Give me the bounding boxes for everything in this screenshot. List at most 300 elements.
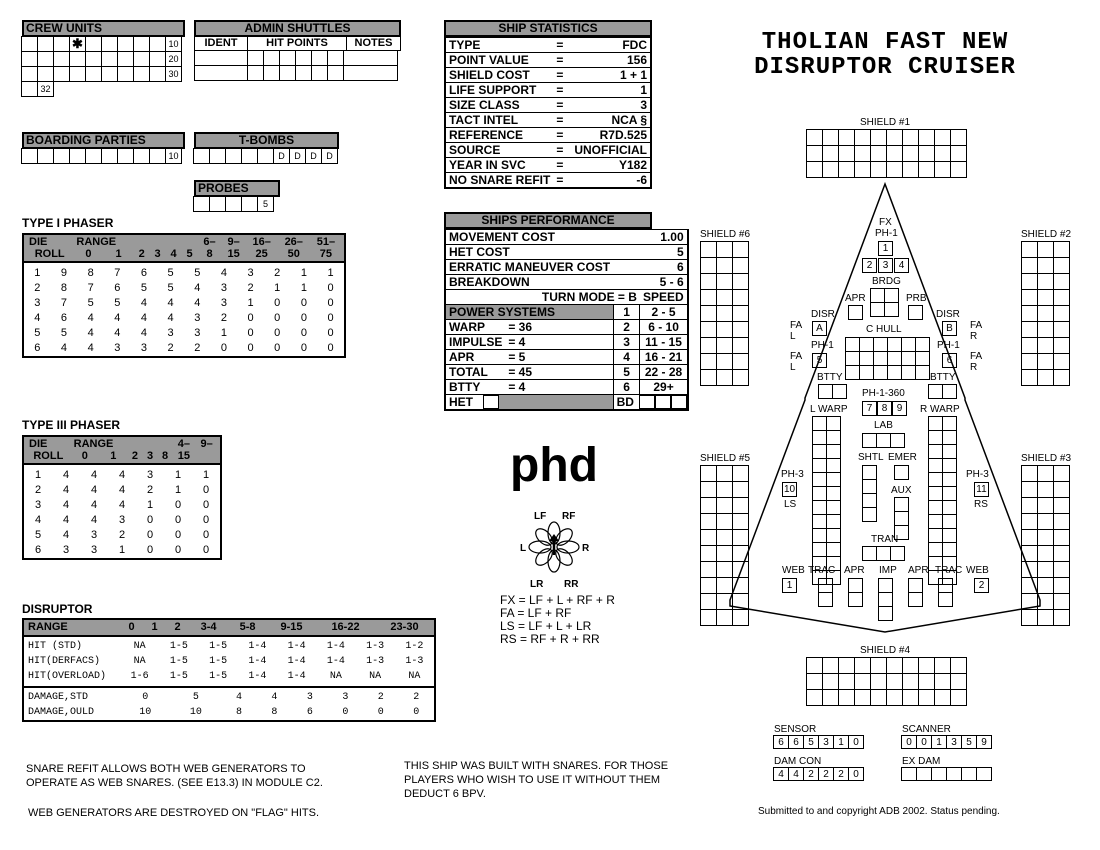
right-warp-box[interactable] [942, 444, 957, 459]
shield-1-box[interactable] [822, 161, 839, 178]
shield-1-box[interactable] [806, 129, 823, 146]
shield-4-box[interactable] [838, 689, 855, 706]
shield-4-box[interactable] [902, 657, 919, 674]
shield-4-box[interactable] [822, 673, 839, 690]
right-warp-box[interactable] [928, 486, 943, 501]
right-warp-box[interactable] [928, 444, 943, 459]
shield-4-box[interactable] [950, 689, 967, 706]
shield-1-box[interactable] [838, 161, 855, 178]
shield-2-box[interactable] [1021, 305, 1038, 322]
boarding-party-box[interactable] [117, 148, 134, 164]
crew-unit-box[interactable] [21, 51, 38, 67]
crew-unit-box[interactable] [133, 66, 150, 82]
shield-1-box[interactable] [838, 129, 855, 146]
tractor-left-box[interactable] [818, 592, 833, 607]
phaser-2-box[interactable]: 2 [862, 258, 877, 273]
shield-4-box[interactable] [950, 673, 967, 690]
tbomb-box[interactable] [209, 148, 226, 164]
shield-3-box[interactable] [1037, 465, 1054, 482]
shield-5-box[interactable] [700, 593, 717, 610]
shield-6-box[interactable] [732, 257, 749, 274]
shield-4-box[interactable] [806, 689, 823, 706]
shield-4-box[interactable] [918, 689, 935, 706]
crew-unit-box[interactable] [149, 66, 166, 82]
shield-3-box[interactable] [1053, 497, 1070, 514]
tbomb-box[interactable] [241, 148, 258, 164]
apr-left-box[interactable] [848, 578, 863, 593]
shuttle-ident[interactable] [194, 65, 248, 81]
left-warp-box[interactable] [826, 486, 841, 501]
center-hull-box[interactable] [845, 337, 860, 352]
disruptor-a-box[interactable]: A [812, 321, 827, 336]
shuttle-hp-box[interactable] [263, 65, 280, 81]
shuttle-ident[interactable] [194, 50, 248, 66]
center-hull-box[interactable] [873, 337, 888, 352]
center-hull-box[interactable] [859, 365, 874, 380]
shield-4-box[interactable] [950, 657, 967, 674]
shield-5-box[interactable] [732, 577, 749, 594]
left-warp-box[interactable] [812, 556, 827, 571]
shield-1-box[interactable] [806, 161, 823, 178]
exdam-box[interactable] [961, 767, 977, 781]
shield-1-box[interactable] [854, 129, 871, 146]
exdam-box[interactable] [946, 767, 962, 781]
phaser-6-box[interactable]: 6 [942, 353, 957, 368]
sensor-box[interactable]: 3 [818, 735, 834, 749]
right-warp-box[interactable] [928, 430, 943, 445]
shuttle-bay-box[interactable] [862, 493, 877, 508]
shield-1-box[interactable] [918, 161, 935, 178]
tbomb-box[interactable]: D [305, 148, 322, 164]
left-warp-box[interactable] [826, 444, 841, 459]
shield-3-box[interactable] [1021, 561, 1038, 578]
shield-3-box[interactable] [1037, 609, 1054, 626]
shield-5-box[interactable] [732, 481, 749, 498]
right-warp-box[interactable] [928, 472, 943, 487]
left-warp-box[interactable] [826, 514, 841, 529]
shield-2-box[interactable] [1053, 305, 1070, 322]
damcon-box[interactable]: 4 [773, 767, 789, 781]
bridge-box[interactable] [884, 288, 899, 303]
shield-3-box[interactable] [1037, 577, 1054, 594]
shield-4-box[interactable] [902, 689, 919, 706]
shield-1-box[interactable] [934, 129, 951, 146]
shield-2-box[interactable] [1053, 273, 1070, 290]
shield-4-box[interactable] [918, 657, 935, 674]
web-1-box[interactable]: 1 [782, 578, 797, 593]
left-warp-box[interactable] [812, 444, 827, 459]
shield-2-box[interactable] [1021, 369, 1038, 386]
shield-3-box[interactable] [1037, 593, 1054, 610]
left-warp-box[interactable] [826, 416, 841, 431]
scanner-box[interactable]: 5 [961, 735, 977, 749]
left-warp-box[interactable] [812, 528, 827, 543]
scanner-box[interactable]: 1 [931, 735, 947, 749]
shield-3-box[interactable] [1053, 561, 1070, 578]
shield-1-box[interactable] [950, 145, 967, 162]
shield-2-box[interactable] [1037, 353, 1054, 370]
damcon-box[interactable]: 0 [848, 767, 864, 781]
probe-box[interactable] [241, 196, 258, 212]
shield-1-box[interactable] [886, 145, 903, 162]
crew-unit-box[interactable] [21, 36, 38, 52]
shield-5-box[interactable] [716, 577, 733, 594]
right-warp-box[interactable] [942, 528, 957, 543]
apr-left-box[interactable] [848, 592, 863, 607]
center-hull-box[interactable] [901, 337, 916, 352]
battery-left-box-2[interactable] [832, 384, 847, 399]
shield-5-box[interactable] [700, 545, 717, 562]
crew-unit-box[interactable] [53, 66, 70, 82]
shield-5-box[interactable] [716, 481, 733, 498]
probe-box[interactable] [908, 305, 923, 320]
tractor-left-box[interactable] [818, 578, 833, 593]
right-warp-box[interactable] [928, 458, 943, 473]
shield-6-box[interactable] [716, 273, 733, 290]
shield-5-box[interactable] [732, 561, 749, 578]
shield-6-box[interactable] [732, 369, 749, 386]
shield-6-box[interactable] [716, 257, 733, 274]
shield-1-box[interactable] [902, 129, 919, 146]
shield-5-box[interactable] [716, 513, 733, 530]
transporter-box[interactable] [876, 546, 891, 561]
left-warp-box[interactable] [826, 458, 841, 473]
phaser-11-box[interactable]: 11 [974, 482, 989, 497]
tbomb-box[interactable] [225, 148, 242, 164]
shield-6-box[interactable] [716, 321, 733, 338]
tbomb-box[interactable] [193, 148, 210, 164]
shield-5-box[interactable] [732, 497, 749, 514]
shield-5-box[interactable] [716, 561, 733, 578]
shield-6-box[interactable] [732, 289, 749, 306]
lab-box[interactable] [876, 433, 891, 448]
shield-6-box[interactable] [700, 353, 717, 370]
shield-6-box[interactable] [732, 241, 749, 258]
battery-left-box-1[interactable] [818, 384, 833, 399]
shield-5-box[interactable] [716, 529, 733, 546]
left-warp-box[interactable] [812, 416, 827, 431]
shield-3-box[interactable] [1053, 609, 1070, 626]
shield-1-box[interactable] [870, 129, 887, 146]
shield-5-box[interactable] [732, 545, 749, 562]
emergency-box[interactable] [894, 465, 909, 480]
shield-2-box[interactable] [1037, 257, 1054, 274]
shield-2-box[interactable] [1037, 337, 1054, 354]
shield-6-box[interactable] [700, 289, 717, 306]
boarding-party-box[interactable] [53, 148, 70, 164]
shield-6-box[interactable] [732, 321, 749, 338]
right-warp-box[interactable] [928, 514, 943, 529]
right-warp-box[interactable] [942, 556, 957, 571]
shield-5-box[interactable] [700, 561, 717, 578]
shield-5-box[interactable] [716, 609, 733, 626]
shield-6-box[interactable] [732, 273, 749, 290]
crew-unit-box[interactable] [85, 66, 102, 82]
left-warp-box[interactable] [812, 514, 827, 529]
left-warp-box[interactable] [826, 556, 841, 571]
shield-1-box[interactable] [902, 161, 919, 178]
shield-4-box[interactable] [870, 689, 887, 706]
shield-2-box[interactable] [1053, 289, 1070, 306]
bd-box[interactable] [655, 395, 671, 409]
shield-4-box[interactable] [854, 689, 871, 706]
shield-3-box[interactable] [1021, 481, 1038, 498]
crew-unit-box[interactable] [21, 66, 38, 82]
shield-6-box[interactable] [700, 369, 717, 386]
crew-unit-box[interactable]: 32 [37, 81, 54, 97]
crew-unit-box[interactable] [69, 66, 86, 82]
shield-2-box[interactable] [1021, 241, 1038, 258]
center-hull-box[interactable] [873, 365, 888, 380]
shield-1-box[interactable] [950, 129, 967, 146]
center-hull-box[interactable] [915, 351, 930, 366]
center-hull-box[interactable] [873, 351, 888, 366]
shield-6-box[interactable] [700, 257, 717, 274]
shield-4-box[interactable] [838, 657, 855, 674]
shield-1-box[interactable] [854, 161, 871, 178]
left-warp-box[interactable] [812, 500, 827, 515]
shield-6-box[interactable] [732, 305, 749, 322]
shield-1-box[interactable] [806, 145, 823, 162]
shield-2-box[interactable] [1021, 353, 1038, 370]
lab-box[interactable] [862, 433, 877, 448]
tractor-right-box[interactable] [938, 592, 953, 607]
center-hull-box[interactable] [887, 351, 902, 366]
shield-1-box[interactable] [822, 145, 839, 162]
shield-6-box[interactable] [732, 337, 749, 354]
shield-3-box[interactable] [1053, 577, 1070, 594]
shield-3-box[interactable] [1053, 529, 1070, 546]
crew-unit-box[interactable] [133, 36, 150, 52]
right-warp-box[interactable] [928, 528, 943, 543]
phaser-4-box[interactable]: 4 [894, 258, 909, 273]
center-hull-box[interactable] [887, 365, 902, 380]
shield-5-box[interactable] [716, 593, 733, 610]
right-warp-box[interactable] [942, 514, 957, 529]
disruptor-b-box[interactable]: B [942, 321, 957, 336]
impulse-box[interactable] [878, 606, 893, 621]
exdam-box[interactable] [976, 767, 992, 781]
shield-1-box[interactable] [870, 145, 887, 162]
shuttle-hp-box[interactable] [311, 50, 328, 66]
shield-6-box[interactable] [732, 353, 749, 370]
shield-5-box[interactable] [700, 529, 717, 546]
crew-unit-box[interactable] [53, 51, 70, 67]
shuttle-hp-box[interactable] [327, 50, 344, 66]
probe-box[interactable]: 5 [257, 196, 274, 212]
shield-3-box[interactable] [1053, 593, 1070, 610]
crew-unit-box[interactable]: 20 [165, 51, 182, 67]
phaser-1-box[interactable]: 1 [878, 241, 893, 256]
shield-5-box[interactable] [700, 609, 717, 626]
impulse-box[interactable] [878, 578, 893, 593]
bridge-box[interactable] [870, 302, 885, 317]
shield-3-box[interactable] [1021, 529, 1038, 546]
shuttle-bay-box[interactable] [862, 465, 877, 480]
shield-4-box[interactable] [822, 689, 839, 706]
shield-5-box[interactable] [700, 465, 717, 482]
bridge-box[interactable] [870, 288, 885, 303]
shield-6-box[interactable] [700, 305, 717, 322]
center-hull-box[interactable] [845, 351, 860, 366]
shield-2-box[interactable] [1037, 321, 1054, 338]
tbomb-box[interactable]: D [289, 148, 306, 164]
boarding-party-box[interactable]: 10 [165, 148, 182, 164]
shield-2-box[interactable] [1021, 321, 1038, 338]
shield-5-box[interactable] [700, 577, 717, 594]
left-warp-box[interactable] [812, 486, 827, 501]
transporter-box[interactable] [890, 546, 905, 561]
left-warp-box[interactable] [812, 458, 827, 473]
shield-6-box[interactable] [716, 241, 733, 258]
shield-5-box[interactable] [732, 593, 749, 610]
shield-4-box[interactable] [870, 657, 887, 674]
shield-4-box[interactable] [838, 673, 855, 690]
shuttle-hp-box[interactable] [279, 65, 296, 81]
shuttle-hp-box[interactable] [263, 50, 280, 66]
crew-unit-box[interactable] [37, 51, 54, 67]
shuttle-notes[interactable] [343, 50, 398, 66]
shield-5-box[interactable] [700, 513, 717, 530]
boarding-party-box[interactable] [85, 148, 102, 164]
bridge-box[interactable] [884, 302, 899, 317]
crew-unit-box[interactable] [53, 36, 70, 52]
aux-box[interactable] [894, 511, 909, 526]
center-hull-box[interactable] [901, 351, 916, 366]
shield-1-box[interactable] [950, 161, 967, 178]
center-hull-box[interactable] [859, 337, 874, 352]
sensor-box[interactable]: 6 [788, 735, 804, 749]
shield-3-box[interactable] [1021, 497, 1038, 514]
shield-3-box[interactable] [1037, 529, 1054, 546]
left-warp-box[interactable] [812, 472, 827, 487]
crew-unit-box[interactable] [21, 81, 38, 97]
center-hull-box[interactable] [915, 365, 930, 380]
apr-right-box[interactable] [908, 592, 923, 607]
crew-unit-box[interactable] [133, 51, 150, 67]
left-warp-box[interactable] [826, 542, 841, 557]
het-box[interactable] [483, 395, 499, 409]
right-warp-box[interactable] [928, 556, 943, 571]
shield-3-box[interactable] [1037, 561, 1054, 578]
right-warp-box[interactable] [942, 472, 957, 487]
shield-2-box[interactable] [1053, 257, 1070, 274]
apr-right-box[interactable] [908, 578, 923, 593]
scanner-box[interactable]: 3 [946, 735, 962, 749]
aux-box[interactable] [894, 497, 909, 512]
shield-3-box[interactable] [1053, 481, 1070, 498]
phaser-9-box[interactable]: 9 [892, 401, 907, 416]
tbomb-box[interactable]: D [273, 148, 290, 164]
shield-4-box[interactable] [870, 673, 887, 690]
shuttle-bay-box[interactable] [862, 507, 877, 522]
shuttle-bay-box[interactable] [862, 479, 877, 494]
shield-3-box[interactable] [1053, 545, 1070, 562]
right-warp-box[interactable] [942, 416, 957, 431]
shield-2-box[interactable] [1021, 257, 1038, 274]
shield-5-box[interactable] [732, 529, 749, 546]
scanner-box[interactable]: 0 [916, 735, 932, 749]
shield-5-box[interactable] [700, 481, 717, 498]
left-warp-box[interactable] [826, 500, 841, 515]
shield-3-box[interactable] [1053, 465, 1070, 482]
shield-6-box[interactable] [716, 369, 733, 386]
left-warp-box[interactable] [826, 472, 841, 487]
boarding-party-box[interactable] [133, 148, 150, 164]
bd-box[interactable] [639, 395, 655, 409]
crew-unit-box[interactable] [149, 36, 166, 52]
crew-unit-box[interactable] [37, 36, 54, 52]
tbomb-box[interactable]: D [321, 148, 338, 164]
phaser-3-box[interactable]: 3 [878, 258, 893, 273]
shield-3-box[interactable] [1021, 593, 1038, 610]
shield-1-box[interactable] [854, 145, 871, 162]
shield-2-box[interactable] [1021, 289, 1038, 306]
crew-unit-box[interactable]: 30 [165, 66, 182, 82]
phaser-5-box[interactable]: 5 [812, 353, 827, 368]
shield-2-box[interactable] [1037, 305, 1054, 322]
shield-2-box[interactable] [1053, 241, 1070, 258]
shield-4-box[interactable] [934, 657, 951, 674]
shield-5-box[interactable] [732, 513, 749, 530]
shield-4-box[interactable] [886, 657, 903, 674]
impulse-box[interactable] [878, 592, 893, 607]
shield-1-box[interactable] [838, 145, 855, 162]
shield-3-box[interactable] [1037, 513, 1054, 530]
battery-right-box-1[interactable] [928, 384, 943, 399]
shield-5-box[interactable] [716, 545, 733, 562]
shield-4-box[interactable] [918, 673, 935, 690]
damcon-box[interactable]: 2 [833, 767, 849, 781]
right-warp-box[interactable] [942, 542, 957, 557]
shield-4-box[interactable] [854, 657, 871, 674]
right-warp-box[interactable] [942, 430, 957, 445]
shield-1-box[interactable] [918, 129, 935, 146]
phaser-10-box[interactable]: 10 [783, 484, 796, 495]
shield-6-box[interactable] [716, 289, 733, 306]
shield-6-box[interactable] [700, 273, 717, 290]
shield-1-box[interactable] [934, 161, 951, 178]
crew-unit-box[interactable] [117, 36, 134, 52]
tbomb-box[interactable] [257, 148, 274, 164]
shield-2-box[interactable] [1037, 369, 1054, 386]
shield-4-box[interactable] [886, 673, 903, 690]
shield-4-box[interactable] [934, 689, 951, 706]
shield-4-box[interactable] [854, 673, 871, 690]
shield-1-box[interactable] [886, 161, 903, 178]
boarding-party-box[interactable] [37, 148, 54, 164]
shuttle-notes[interactable] [343, 65, 398, 81]
shield-6-box[interactable] [700, 241, 717, 258]
shield-2-box[interactable] [1053, 321, 1070, 338]
shield-4-box[interactable] [806, 657, 823, 674]
shield-4-box[interactable] [806, 673, 823, 690]
damcon-box[interactable]: 2 [818, 767, 834, 781]
apr-box-top[interactable] [848, 305, 863, 320]
shield-5-box[interactable] [732, 465, 749, 482]
left-warp-box[interactable] [826, 430, 841, 445]
shield-1-box[interactable] [934, 145, 951, 162]
shield-2-box[interactable] [1053, 369, 1070, 386]
shield-3-box[interactable] [1021, 465, 1038, 482]
shuttle-hp-box[interactable] [327, 65, 344, 81]
crew-unit-box[interactable] [85, 51, 102, 67]
damcon-box[interactable]: 2 [803, 767, 819, 781]
shield-6-box[interactable] [716, 353, 733, 370]
crew-unit-box[interactable]: 10 [165, 36, 182, 52]
shield-2-box[interactable] [1053, 337, 1070, 354]
shield-3-box[interactable] [1021, 513, 1038, 530]
